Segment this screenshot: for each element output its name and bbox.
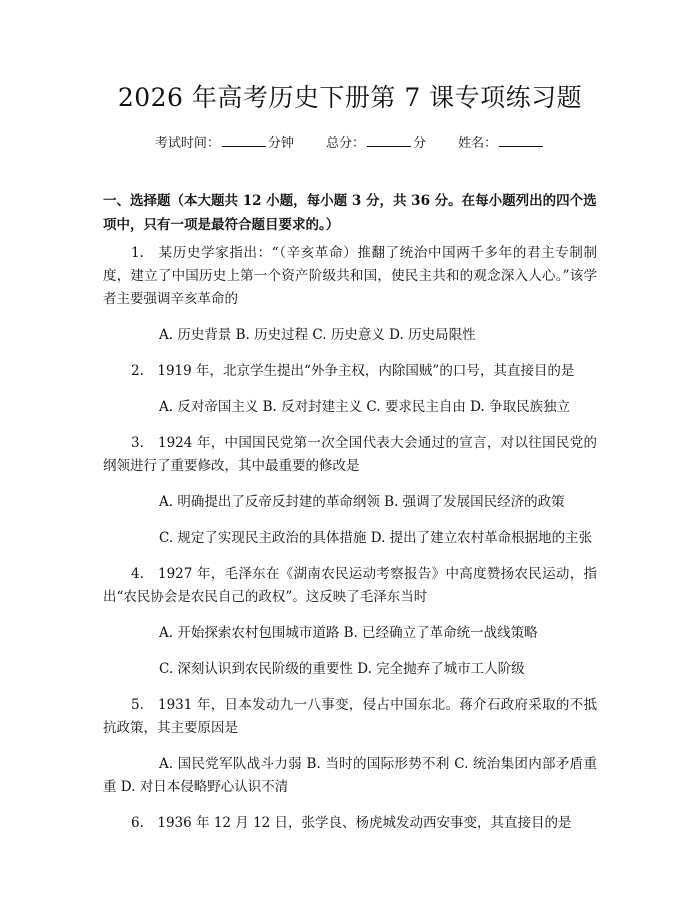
question-4-options-ab: A. 开始探索农村包围城市道路 B. 已经确立了革命统一战线策略 (159, 625, 538, 641)
question-4-stem: 4. 1927 年，毛泽东在《湖南农民运动考察报告》中高度赞扬农民运动，指出“农民协会是农民自己的政权”。这反映了毛泽东当时 (103, 566, 597, 605)
name-label: 姓名： (458, 136, 498, 151)
question-1-stem: 1. 某历史学家指出：“（辛亥革命）推翻了统治中国两千多年的君主专制制度，建立了中国历史上第一个资产阶级共和国，使民主共和的观念深入人心。”该学者主要强调辛亥革命的 (103, 245, 597, 307)
question-4-options-cd: C. 深刻认识到农民阶级的重要性 D. 完全抛弃了城市工人阶级 (159, 661, 525, 677)
score-unit: 分 (413, 136, 427, 151)
time-field (155, 132, 294, 151)
name-blank (499, 134, 543, 147)
score-label: 总分： (325, 136, 365, 151)
time-blank (222, 134, 266, 147)
name-field (458, 132, 545, 151)
score-field (326, 132, 426, 151)
section-heading: 一、选择题（本大题共 12 小题，每小题 3 分，共 36 分。在每小题列出的四个选项中，只有一项是最符合题目要求的。） (103, 193, 597, 233)
question-2-stem: 2. 1919 年，北京学生提出“外争主权，内除国贼”的口号，其直接目的是 (131, 363, 575, 379)
page-title: 2026 年高考历史下册第 7 课专项练习题 (117, 83, 583, 112)
question-2-options: A. 反对帝国主义 B. 反对封建主义 C. 要求民主自由 D. 争取民族独立 (159, 399, 571, 415)
question-list (103, 242, 597, 848)
question-5-options: A. 国民党军队战斗力弱 B. 当时的国际形势不利 C. 统治集团内部矛盾重重 D. 对日本侵略野心认识不清 (103, 756, 597, 795)
time-unit: 分钟 (267, 136, 294, 151)
time-label: 考试时间： (154, 136, 220, 151)
question-6-stem: 6. 1936 年 12 月 12 日，张学良、杨虎城发动西安事变，其直接目的是 (131, 815, 572, 831)
score-blank (367, 134, 411, 147)
exam-meta (0, 132, 700, 151)
question-1-options: A. 历史背景 B. 历史过程 C. 历史意义 D. 历史局限性 (159, 327, 476, 343)
question-3-stem: 3. 1924 年，中国国民党第一次全国代表大会通过的宣言，对以往国民党的纲领进行了重要修改，其中最重要的修改是 (103, 435, 597, 474)
question-5-stem: 5. 1931 年，日本发动九一八事变，侵占中国东北。蒋介石政府采取的不抵抗政策，其主要原因是 (103, 697, 597, 736)
question-3-options-ab: A. 明确提出了反帝反封建的革命纲领 B. 强调了发展国民经济的政策 (159, 494, 565, 510)
question-3-options-cd: C. 规定了实现民主政治的具体措施 D. 提出了建立农村革命根据地的主张 (159, 530, 593, 546)
